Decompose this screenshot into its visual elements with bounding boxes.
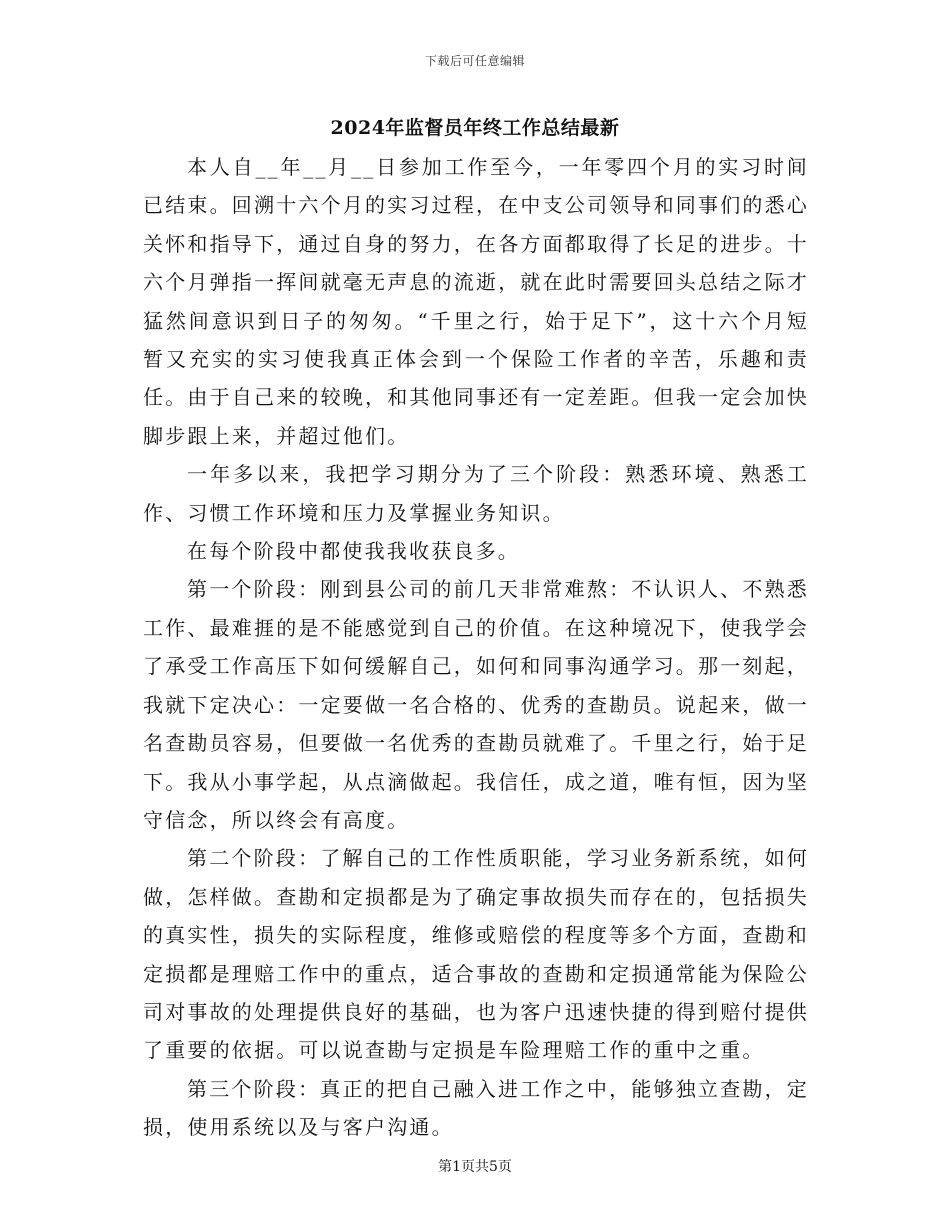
paragraph-gains: 在每个阶段中都使我我收获良多。 xyxy=(187,539,520,564)
paragraph-stage-one: 第一个阶段：刚到县公司的前几天非常难熬：不认识人、不熟悉工作、最难捱的是不能感觉到自己的价值。在这种境况下，使我学会了承受工作高压下如何缓解自己，如何和同事沟通学习。那一刻起，我就下定决心：一定要做一名合格的、优秀的查勘员。说起来，做一名查勘员容易，但要做一名优秀的查勘员就难了。千里之行，始于足下。我从小事学起，从点滴做起。我信任，成之道，唯有恒，因为坚守信念，所以终会有高度。 xyxy=(143,577,809,832)
document-title: 2024年监督员年终工作总结最新 xyxy=(330,117,620,139)
page-number-footer: 第1页共5页 xyxy=(438,1159,512,1175)
page-header-note: 下载后可任意编辑 xyxy=(424,54,525,68)
paragraph-stage-three: 第三个阶段：真正的把自己融入进工作之中，能够独立查勘，定损，使用系统以及与客户沟通。 xyxy=(143,1076,809,1140)
paragraph-intro: 本人自__年__月__日参加工作至今，一年零四个月的实习时间已结束。回溯十六个月的实习过程，在中支公司领导和同事们的悉心关怀和指导下，通过自身的努力，在各方面都取得了长足的进步。十六个月弹指一挥间就毫无声息的流逝，就在此时需要回头总结之际才猛然间意识到日子的匆匆。“千里之行，始于足下”，这十六个月短暂又充实的实习使我真正体会到一个保险工作者的辛苦，乐趣和责任。由于自己来的较晚，和其他同事还有一定差距。但我一定会加快脚步跟上来，并超过他们。 xyxy=(143,155,809,448)
paragraph-stages-overview: 一年多以来，我把学习期分为了三个阶段：熟悉环境、熟悉工作、习惯工作环境和压力及掌握业务知识。 xyxy=(143,462,809,525)
document-body xyxy=(143,148,809,1147)
paragraph-stage-two: 第二个阶段：了解自己的工作性质职能，学习业务新系统，如何做，怎样做。查勘和定损都是为了确定事故损失而存在的，包括损失的真实性，损失的实际程度，维修或赔偿的程度等多个方面，查勘和定损都是理赔工作中的重点，适合事故的查勘和定损通常能为保险公司对事故的处理提供良好的基础，也为客户迅速快捷的得到赔付提供了重要的依据。可以说查勘与定损是车险理赔工作的重中之重。 xyxy=(143,846,809,1063)
